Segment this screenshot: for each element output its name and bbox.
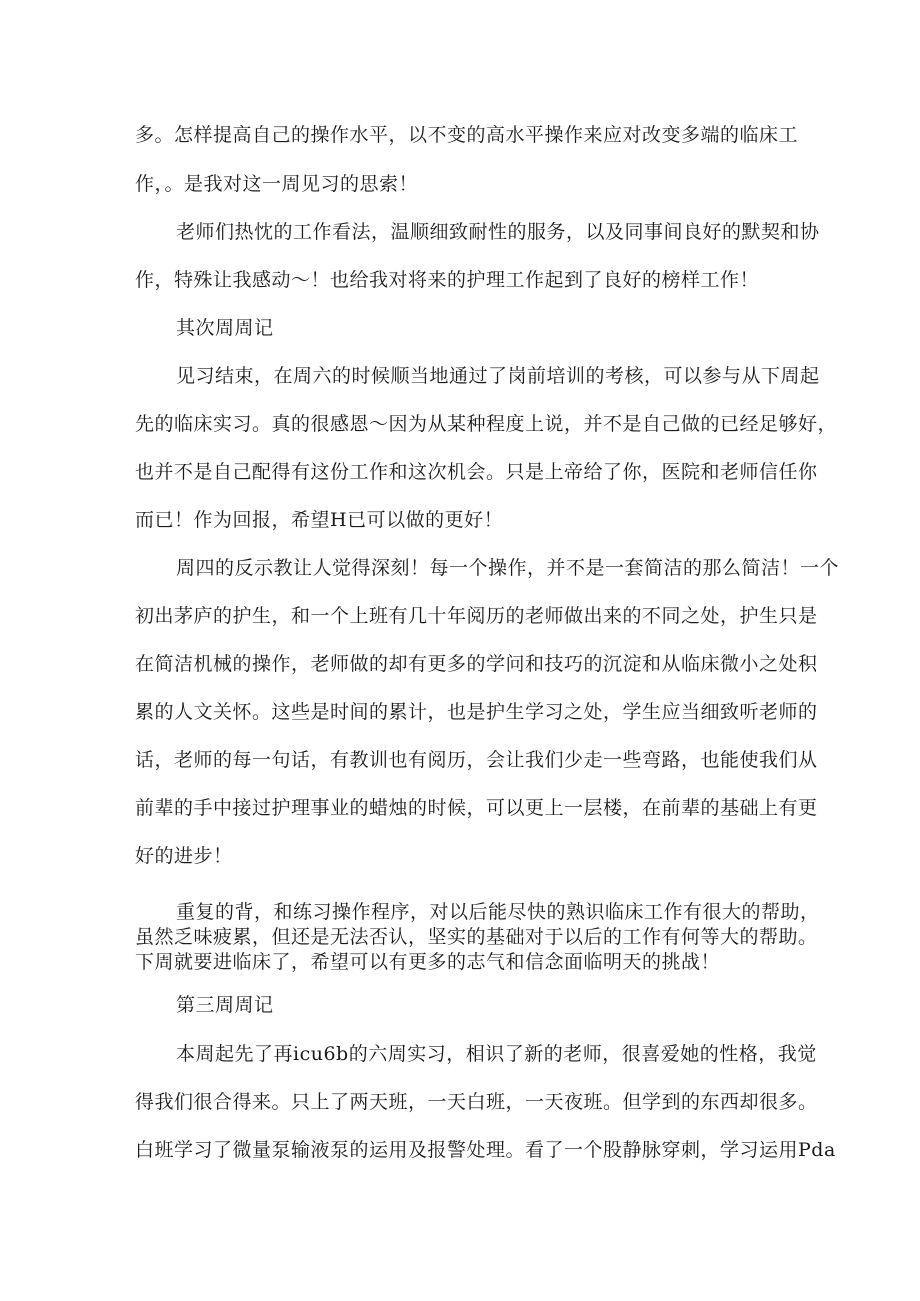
text-line: 累的人文关怀。这些是时间的累计，也是护生学习之处，学生应当细致听老师的 [135, 701, 818, 723]
text-line: 下周就要进临床了，希望可以有更多的志气和信念面临明天的挑战！ [135, 951, 721, 973]
text-line: 作，特殊让我感动～！也给我对将来的护理工作起到了良好的榜样工作！ [135, 269, 760, 291]
text-line: 多。怎样提高自己的操作水平，以不变的高水平操作来应对改变多端的临床工 [135, 124, 799, 146]
text-line: 得我们很合得来。只上了两天班，一天白班，一天夜班。但学到的东西却很多。 [135, 1091, 818, 1113]
text-line: 好的进步！ [135, 845, 233, 867]
text-line: 重复的背，和练习操作程序，对以后能尽快的熟识临床工作有很大的帮助， [176, 901, 820, 923]
section-heading: 第三周周记 [176, 994, 274, 1016]
text-line: 作，。是我对这一周见习的思索！ [135, 173, 419, 195]
text-line: 前辈的手中接过护理事业的蜡烛的时候，可以更上一层楼，在前辈的基础上有更 [135, 797, 818, 819]
text-line: 虽然乏味疲累，但还是无法否认，坚实的基础对于以后的工作有何等大的帮助。 [135, 926, 818, 948]
text-line: 见习结束，在周六的时候顺当地通过了岗前培训的考核，可以参与从下周起 [176, 365, 820, 387]
text-line: 先的临床实习。真的很感恩～因为从某种程度上说，并不是自己做的已经足够好， [135, 413, 838, 435]
text-line: 也并不是自己配得有这份工作和这次机会。只是上帝给了你，医院和老师信任你 [135, 461, 818, 483]
text-line: 本周起先了再icu6b的六周实习，相识了新的老师，很喜爱她的性格，我觉 [176, 1043, 817, 1065]
text-line: 白班学习了微量泵输液泵的运用及报警处理。看了一个股静脉穿刺，学习运用Pda [135, 1139, 836, 1161]
section-heading: 其次周周记 [176, 317, 274, 339]
text-line: 而已！作为回报，希望H已可以做的更好！ [135, 509, 504, 531]
text-line: 初出茅庐的护生，和一个上班有几十年阅历的老师做出来的不同之处，护生只是 [135, 605, 818, 627]
text-line: 周四的反示教让人觉得深刻！每一个操作，并不是一套简洁的那么简洁！一个 [176, 557, 840, 579]
text-line: 在简洁机械的操作，老师做的却有更多的学问和技巧的沉淀和从临床微小之处积 [135, 653, 818, 675]
text-line: 话，老师的每一句话，有教训也有阅历，会让我们少走一些弯路，也能使我们从 [135, 749, 818, 771]
text-line: 老师们热忱的工作看法，温顺细致耐性的服务，以及同事间良好的默契和协 [176, 221, 820, 243]
